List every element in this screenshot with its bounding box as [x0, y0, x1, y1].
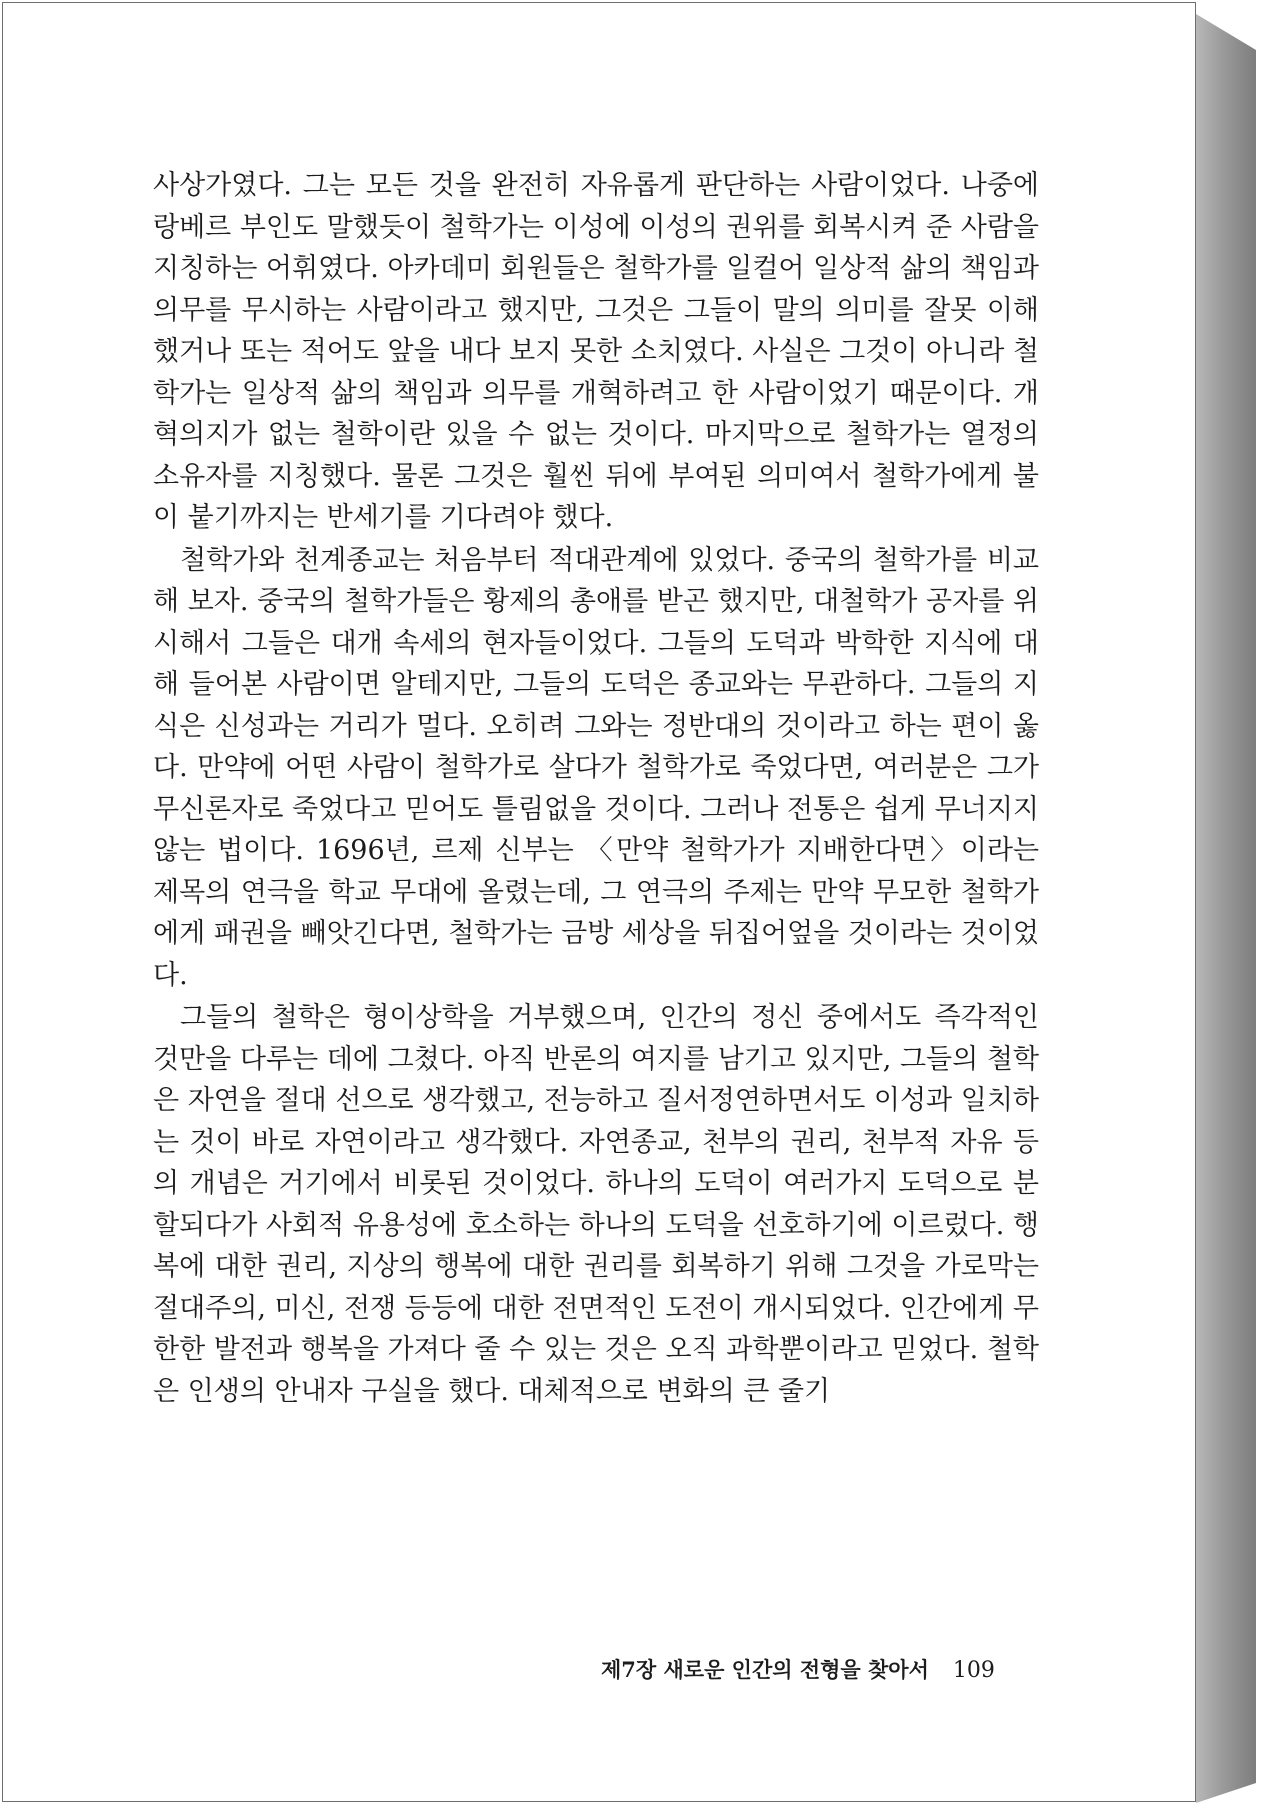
paragraph-3: 그들의 철학은 형이상학을 거부했으며, 인간의 정신 중에서도 즉각적인 것만을 다루는 데에 그쳤다. 아직 반론의 여지를 남기고 있지만, 그들의 철학은 자연을 절대 선으로 생각했고, 전능하고 질서정연하면서도 이성과 일치하는 것이 바로 자연이라고 생각했다. 자연종교, 천부의 권리, 천부적 자유 등의 개념은 거기에서 비롯된 것이었다. 하나의 도덕이 여러가지 도덕으로 분할되다가 사회적 유용성에 호소하는 하나의 도덕을 선호하기에 이르렀다. 행복에 대한 권리, 지상의 행복에 대한 권리를 회복하기 위해 그것을 가로막는 절대주의, 미신, 전쟁 등등에 대한 전면적인 도전이 개시되었다. 인간에게 무한한 발전과 행복을 가져다 줄 수 있는 것은 오직 과학뿐이라고 믿었다. 철학은 인생의 안내자 구실을 했다. 대체적으로 변화의 큰 줄기	[153, 1002, 1039, 1407]
paragraph-2: 철학가와 천계종교는 처음부터 적대관계에 있었다. 중국의 철학가를 비교해 보자. 중국의 철학가들은 황제의 총애를 받곤 했지만, 대철학가 공자를 위시해서 그들은 대개 속세의 현자들이었다. 그들의 도덕과 박학한 지식에 대해 들어본 사람이면 알테지만, 그들의 도덕은 종교와는 무관하다. 그들의 지식은 신성과는 거리가 멀다. 오히려 그와는 정반대의 것이라고 하는 편이 옳다. 만약에 어떤 사람이 철학가로 살다가 철학가로 죽었다면, 여러분은 그가 무신론자로 죽었다고 믿어도 틀림없을 것이다. 그러나 전통은 쉽게 무너지지 않는 법이다. 1696년, 르제 신부는 〈만약 철학가가 지배한다면〉이라는 제목의 연극을 학교 무대에 올렸는데, 그 연극의 주제는 만약 무모한 철학가에게 패권을 빼앗긴다면, 철학가는 금방 세상을 뒤집어엎을 것이라는 것이었다.	[153, 544, 1039, 991]
page-edge	[1196, 0, 1256, 1806]
paragraph-1: 사상가였다. 그는 모든 것을 완전히 자유롭게 판단하는 사람이었다. 나중에 랑베르 부인도 말했듯이 철학가는 이성에 이성의 권위를 회복시켜 준 사람을 지칭하는 어휘였다. 아카데미 회원들은 철학가를 일컬어 일상적 삶의 책임과 의무를 무시하는 사람이라고 했지만, 그것은 그들이 말의 의미를 잘못 이해했거나 또는 적어도 앞을 내다 보지 못한 소치였다. 사실은 그것이 아니라 철학가는 일상적 삶의 책임과 의무를 개혁하려고 한 사람이었기 때문이다. 개혁의지가 없는 철학이란 있을 수 없는 것이다. 마지막으로 철학가는 열정의 소유자를 지칭했다. 물론 그것은 훨씬 뒤에 부여된 의미여서 철학가에게 불이 붙기까지는 반세기를 기다려야 했다.	[153, 170, 1039, 533]
page-number: 109	[952, 1658, 995, 1683]
book-page	[2, 2, 1196, 1802]
chapter-title: 제7장 새로운 인간의 전형을 찾아서	[601, 1657, 929, 1682]
running-footer	[601, 1654, 995, 1684]
body-text	[153, 165, 1039, 1412]
